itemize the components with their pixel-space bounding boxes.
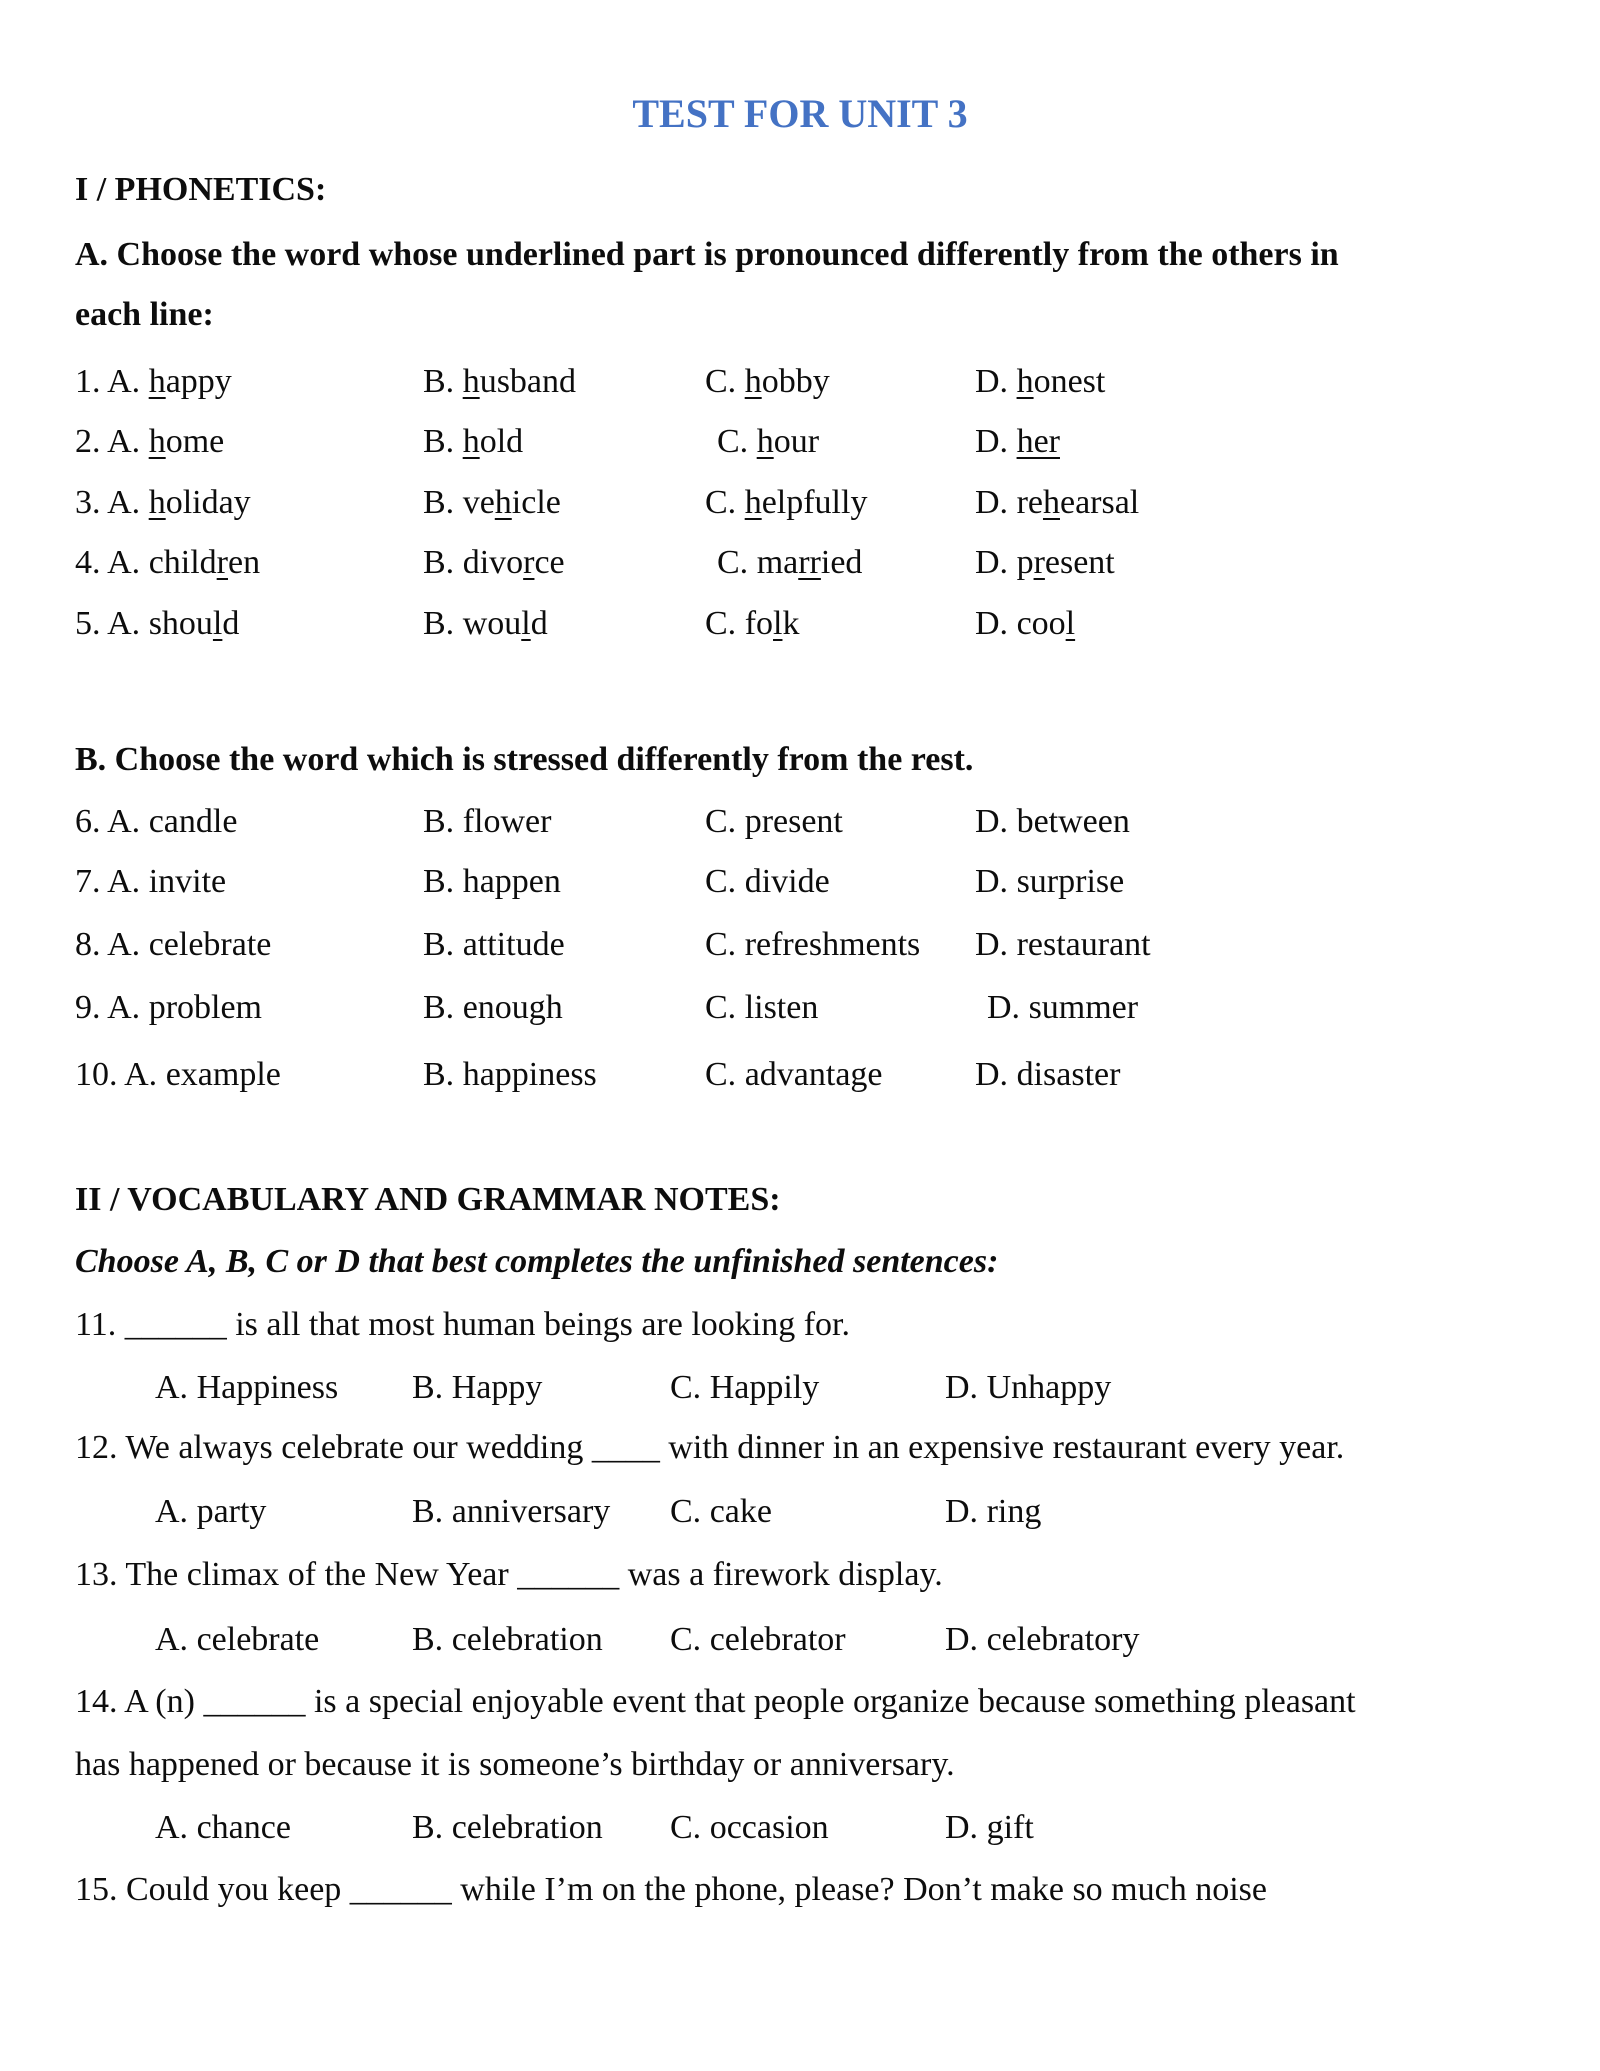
question-14-stem-line1: 14. A (n) ______ is a special enjoyable event that people organize because something pleasant: [75, 1683, 1356, 1720]
part-b-instruction: B. Choose the word which is stressed differently from the rest.: [75, 741, 974, 778]
option-a: A. party: [155, 1493, 267, 1530]
question-15-stem: 15. Could you keep ______ while I’m on the phone, please? Don’t make so much noise: [75, 1871, 1267, 1908]
part-a-instruction-line2: each line:: [75, 296, 214, 333]
option-d: D. Unhappy: [945, 1369, 1112, 1406]
option-c: C. married: [717, 544, 863, 581]
option-b: B. celebration: [412, 1621, 603, 1658]
option-d: D. her: [975, 423, 1060, 460]
option-d: D. restaurant: [975, 926, 1151, 963]
question-row-5: [75, 594, 1545, 654]
part-a-instruction-line1: A. Choose the word whose underlined part is pronounced differently from the others in: [75, 236, 1339, 273]
question-row-4: [75, 533, 1545, 593]
option-b: B. happen: [423, 863, 561, 900]
option-a: 5. A. should: [75, 605, 240, 642]
option-c: C. celebrator: [670, 1621, 846, 1658]
option-a: 1. A. happy: [75, 363, 232, 400]
option-a: A. Happiness: [155, 1369, 339, 1406]
question-14-options: [75, 1798, 1545, 1858]
option-c: C. cake: [670, 1493, 772, 1530]
question-row-9: [75, 978, 1545, 1038]
option-b: B. would: [423, 605, 548, 642]
question-row-6: [75, 792, 1545, 852]
option-b: B. Happy: [412, 1369, 543, 1406]
option-a: 2. A. home: [75, 423, 225, 460]
option-d: D. rehearsal: [975, 484, 1140, 521]
option-b: B. celebration: [412, 1809, 603, 1846]
option-c: C. advantage: [705, 1056, 883, 1093]
question-12-options: [75, 1482, 1545, 1542]
question-row-3: [75, 473, 1545, 533]
option-d: D. celebratory: [945, 1621, 1140, 1658]
question-row-7: [75, 852, 1545, 912]
option-c: C. divide: [705, 863, 830, 900]
question-row-8: [75, 915, 1545, 975]
question-row-2: [75, 412, 1545, 472]
option-b: B. husband: [423, 363, 577, 400]
option-a: 8. A. celebrate: [75, 926, 272, 963]
option-a: 6. A. candle: [75, 803, 238, 840]
option-d: D. honest: [975, 363, 1106, 400]
section-phonetics-heading: I / PHONETICS:: [75, 171, 327, 208]
option-d: D. present: [975, 544, 1115, 581]
option-a: A. celebrate: [155, 1621, 320, 1658]
option-c: C. occasion: [670, 1809, 829, 1846]
option-c: C. listen: [705, 989, 819, 1026]
option-d: D. surprise: [975, 863, 1125, 900]
option-b: B. divorce: [423, 544, 565, 581]
option-b: B. attitude: [423, 926, 565, 963]
question-13-options: [75, 1610, 1545, 1670]
vocabulary-instruction: Choose A, B, C or D that best completes the unfinished sentences:: [75, 1243, 999, 1280]
option-a: A. chance: [155, 1809, 291, 1846]
option-b: B. hold: [423, 423, 524, 460]
option-a: 3. A. holiday: [75, 484, 251, 521]
question-row-10: [75, 1045, 1545, 1105]
page-title: TEST FOR UNIT 3: [632, 91, 968, 136]
option-c: C. present: [705, 803, 843, 840]
option-d: D. gift: [945, 1809, 1034, 1846]
option-c: C. folk: [705, 605, 800, 642]
question-11-options: [75, 1358, 1545, 1418]
option-b: B. enough: [423, 989, 563, 1026]
option-b: B. anniversary: [412, 1493, 611, 1530]
question-11-stem: 11. ______ is all that most human beings are looking for.: [75, 1306, 850, 1343]
option-c: C. helpfully: [705, 484, 868, 521]
option-a: 7. A. invite: [75, 863, 227, 900]
option-b: B. happiness: [423, 1056, 597, 1093]
option-c: C. hour: [717, 423, 820, 460]
question-row-1: [75, 352, 1545, 412]
option-b: B. flower: [423, 803, 552, 840]
option-a: 9. A. problem: [75, 989, 262, 1026]
option-c: C. hobby: [705, 363, 830, 400]
question-13-stem: 13. The climax of the New Year ______ was a firework display.: [75, 1556, 943, 1593]
option-c: C. Happily: [670, 1369, 820, 1406]
option-d: D. summer: [987, 989, 1139, 1026]
question-14-stem-line2: has happened or because it is someone’s birthday or anniversary.: [75, 1746, 955, 1783]
option-d: D. ring: [945, 1493, 1042, 1530]
option-a: 4. A. children: [75, 544, 261, 581]
option-d: D. cool: [975, 605, 1076, 642]
option-c: C. refreshments: [705, 926, 921, 963]
question-12-stem: 12. We always celebrate our wedding ____ with dinner in an expensive restaurant every year.: [75, 1429, 1345, 1466]
option-d: D. disaster: [975, 1056, 1121, 1093]
option-b: B. vehicle: [423, 484, 561, 521]
section-vocabulary-heading: II / VOCABULARY AND GRAMMAR NOTES:: [75, 1181, 781, 1218]
option-d: D. between: [975, 803, 1130, 840]
option-a: 10. A. example: [75, 1056, 281, 1093]
